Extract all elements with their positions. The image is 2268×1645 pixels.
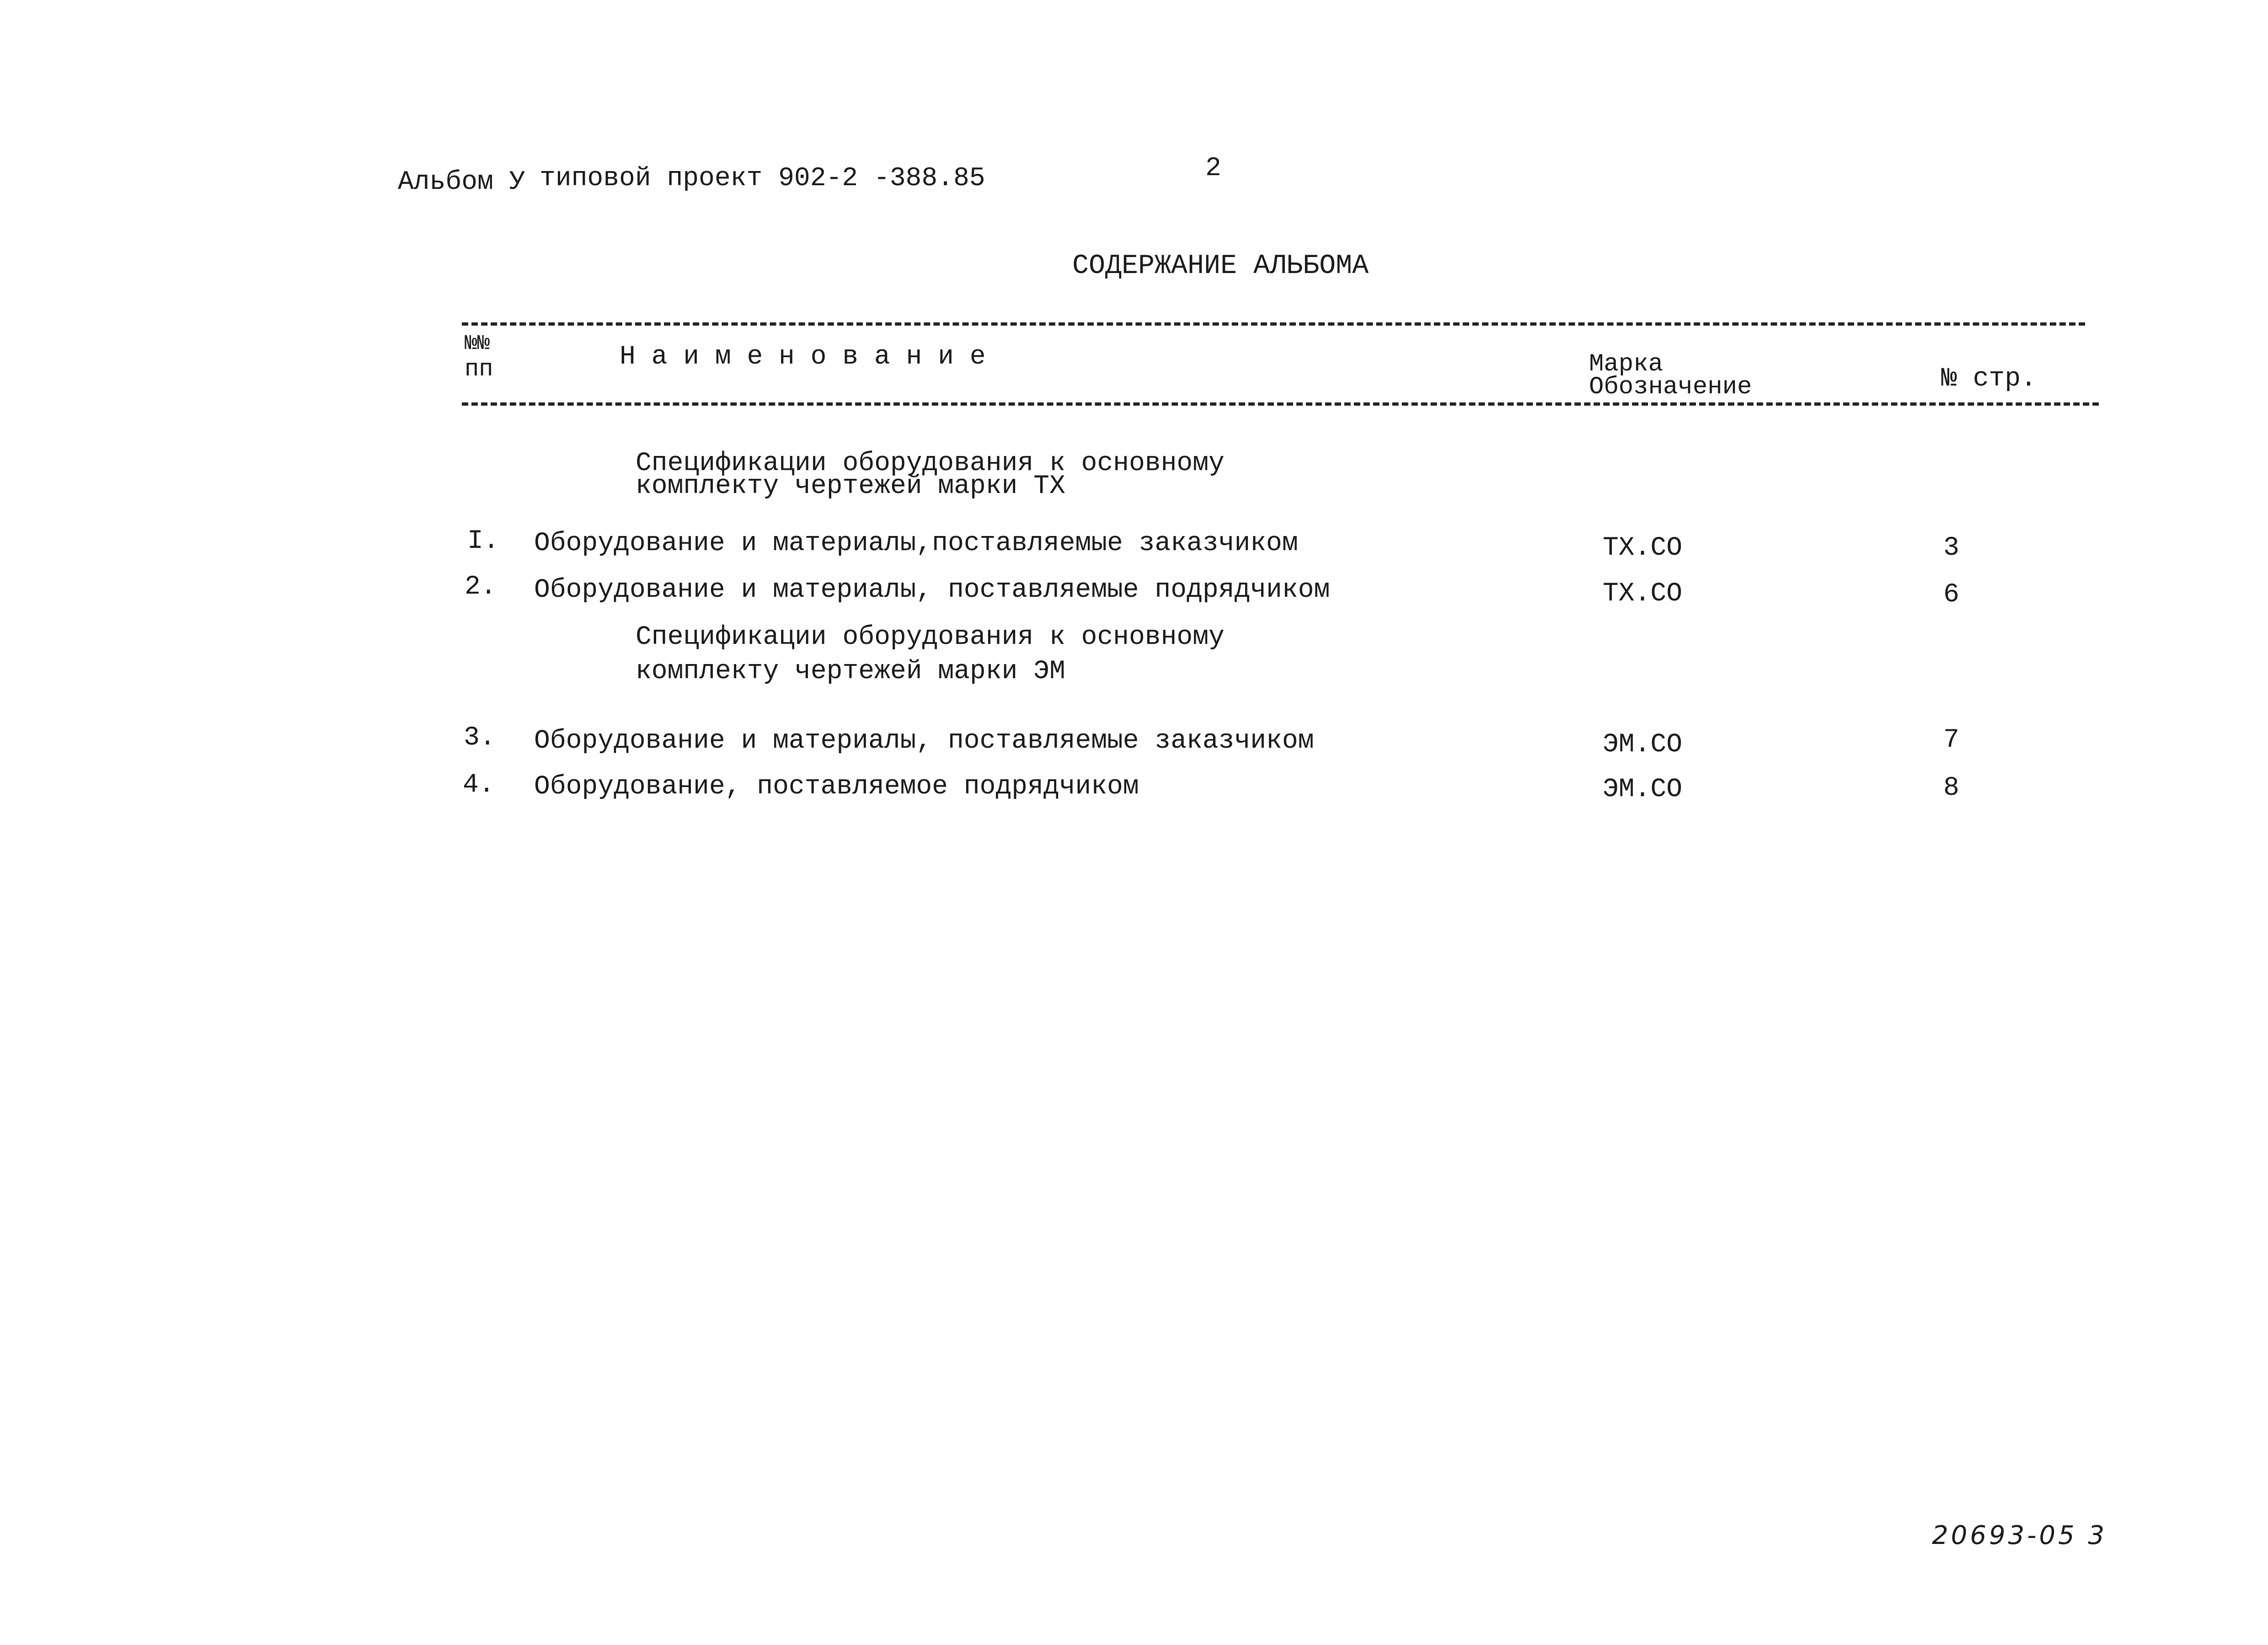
album-label: Альбом У xyxy=(398,167,525,197)
row-3-page: 7 xyxy=(1943,725,1959,755)
table-header-rule xyxy=(462,402,2099,406)
page-number: 2 xyxy=(1205,154,1221,183)
col-header-page: № стр. xyxy=(1941,364,2037,394)
document-title: СОДЕРЖАНИЕ АЛЬБОМА xyxy=(1072,251,1369,282)
row-2-page: 6 xyxy=(1943,580,1959,610)
col-header-mark-line1: Марка xyxy=(1589,350,1664,378)
row-2-mark: ТХ.СО xyxy=(1603,579,1683,609)
row-4-page: 8 xyxy=(1943,773,1959,803)
row-1-page: 3 xyxy=(1943,533,1959,563)
row-4-mark: ЭМ.СО xyxy=(1603,775,1683,804)
col-header-num-line1: №№ xyxy=(465,332,490,355)
row-2-name: Оборудование и материалы, поставляемые подрядчиком xyxy=(534,575,1330,605)
section-em-line2: комплекту чертежей марки ЭМ xyxy=(636,657,1065,686)
row-3-name: Оборудование и материалы, поставляемые заказчиком xyxy=(534,726,1314,756)
row-4-name: Оборудование, поставляемое подрядчиком xyxy=(534,772,1139,802)
row-3-num: 3. xyxy=(464,723,496,753)
archive-stamp: 20693-05 3 xyxy=(1932,1521,2108,1550)
section-tx-line2: комплекту чертежей марки ТХ xyxy=(636,472,1065,501)
col-header-mark-line2: Обозначение xyxy=(1589,373,1752,401)
row-1-num: I. xyxy=(467,526,499,556)
row-4-num: 4. xyxy=(463,770,495,800)
row-1-mark: ТХ.СО xyxy=(1603,533,1683,563)
project-code: типовой проект 902-2 -388.85 xyxy=(540,164,985,193)
section-tx-line1: Спецификации оборудования к основному xyxy=(636,449,1225,478)
table-top-rule xyxy=(462,322,2085,326)
row-3-mark: ЭМ.СО xyxy=(1603,730,1683,760)
section-em-line1: Спецификации оборудования к основному xyxy=(636,622,1225,652)
col-header-num-line2: пп xyxy=(465,356,493,383)
row-2-num: 2. xyxy=(465,572,497,602)
row-1-name: Оборудование и материалы,поставляемые заказчиком xyxy=(534,529,1298,558)
col-header-name: Н а и м е н о в а н и е xyxy=(620,342,986,372)
